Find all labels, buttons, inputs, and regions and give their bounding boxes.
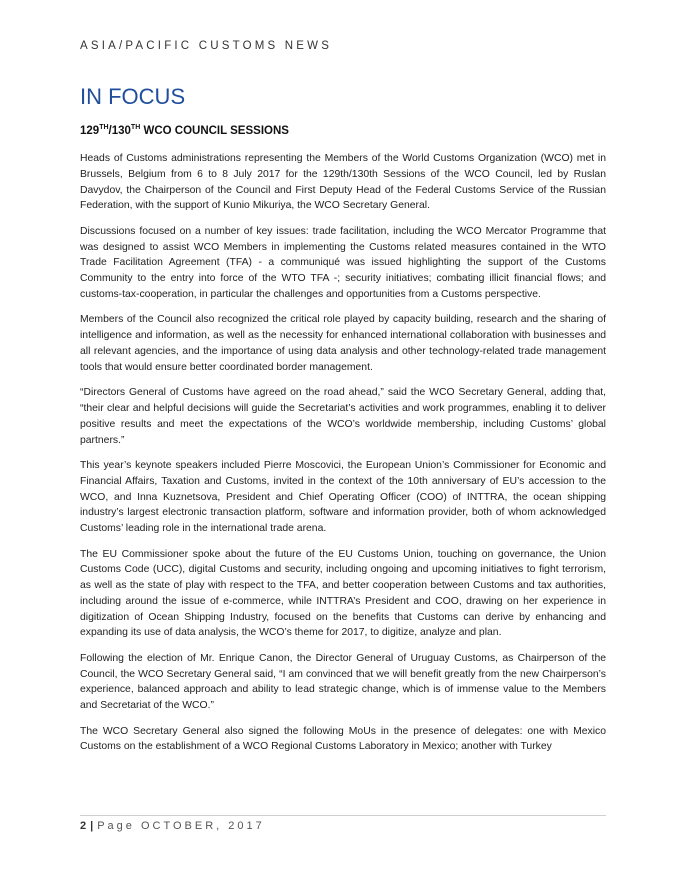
paragraph: Following the election of Mr. Enrique Canon, the Director General of Uruguay Customs, as Chairperson of the Council, the WCO Secretary General said, “I am convinced that we will benefit greatly from the new Chairperson’s experience, balanced approach and ability to lead strategic change, which is of immense value to the Members and Secretariat of the WCO.”	[80, 652, 606, 712]
section-title: IN FOCUS	[80, 84, 186, 109]
heading-rest: WCO COUNCIL SESSIONS	[140, 124, 289, 137]
heading-sup1: TH	[99, 124, 109, 131]
paragraph: This year’s keynote speakers included Pierre Moscovici, the European Union’s Commissioner for Economic and Financial Affairs, Taxation and Customs, invited in the context of the 10th anniversary of EU’s accession to the WCO, and Inna Kuznetsova, President and Chief Operating Officer (COO) of INTTRA, the ocean shipping industry’s largest electronic transaction platform, software and information provider, both of whom acknowledged Customs’ leading role in the international trade arena.	[80, 459, 606, 535]
paragraph: Discussions focused on a number of key issues: trade facilitation, including the WCO Mercator Programme that was designed to assist WCO Members in implementing the Customs related measures contained in the WTO Trade Facilitation Agreement (TFA) - a communiqué was issued highlighting the support of the Customs Community to the entry into force of the WTO TFA -; security initiatives; combating illicit financial flows; and customs-tax-cooperation, in particular the challenges and opportunities from a Customs perspective.	[80, 225, 606, 300]
paragraph: The WCO Secretary General also signed the following MoUs in the presence of delegates: one with Mexico Customs on the establishment of a WCO Regional Customs Laboratory in Mexico; another with Turkey	[80, 725, 606, 753]
paragraph: Members of the Council also recognized the critical role played by capacity building, research and the sharing of intelligence and information, as well as the necessity for enhanced international collaboration with businesses and all relevant agencies, and the importance of using data analysis and other technology-related trade management tools that would ensure better coordinated border management.	[80, 314, 606, 373]
page-footer	[80, 820, 265, 832]
running-header: ASIA/PACIFIC CUSTOMS NEWS	[80, 40, 333, 52]
footer-label: Page OCTOBER, 2017	[97, 820, 265, 832]
paragraph: Heads of Customs administrations representing the Members of the World Customs Organization (WCO) met in Brussels, Belgium from 6 to 8 July 2017 for the 129th/130th Sessions of the WCO Council, led by Ruslan Davydov, the Chairperson of the Council and First Deputy Head of the Federal Customs Service of the Russian Federation, with the support of Kunio Mikuriya, the WCO Secretary General.	[80, 153, 606, 212]
footer-separator: |	[90, 820, 94, 832]
heading-part1: 129	[80, 124, 100, 137]
heading-sup2: TH	[130, 124, 141, 131]
paragraph: “Directors General of Customs have agreed on the road ahead,” said the WCO Secretary General, adding that, “their clear and helpful decisions will guide the Secretariat’s activities and work programmes, enabling it to deliver positive results and meet the expectations of the WCO’s worldwide membership, including Customs’ global partners.”	[80, 387, 606, 446]
heading-slash: /130	[108, 124, 131, 137]
paragraph: The EU Commissioner spoke about the future of the EU Customs Union, touching on governance, the Union Customs Code (UCC), digital Customs and security, including ongoing and upcoming initiatives to fight terrorism, as well as the state of play with respect to the TFA, and better cooperation between Customs and tax authorities, including around the issue of e-commerce, while INTTRA’s President and COO, drawing on her experience in digitization of Ocean Shipping Industry, focused on the benefits that Customs can derive by enhancing and expanding its use of data analysis, the WCO’s theme for 2017, to digitize, analyze and plan.	[80, 548, 606, 639]
footer-divider	[80, 815, 606, 816]
article-body	[80, 151, 606, 765]
article-heading	[80, 124, 289, 137]
page-number: 2	[80, 820, 87, 832]
